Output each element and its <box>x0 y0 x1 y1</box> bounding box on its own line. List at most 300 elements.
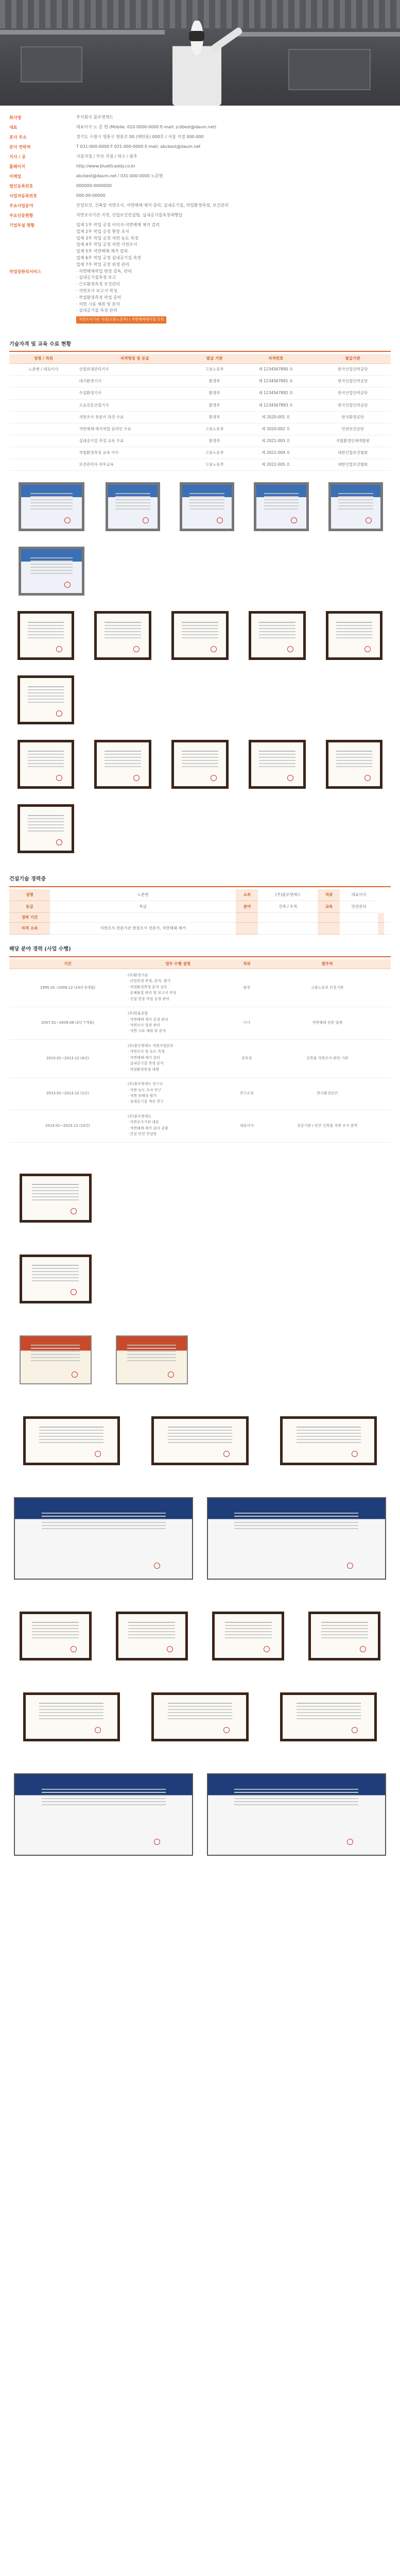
history-line: · 석면조사 현장 관리 <box>127 1023 160 1028</box>
table-cell: 제 2020-001 호 <box>237 411 315 423</box>
history-line: · 석면 시료 채취 및 분석 <box>127 1029 166 1033</box>
certificate-caption <box>86 791 160 800</box>
table-cell: 대한산업보건협회 <box>315 459 391 471</box>
certificate-card <box>9 1416 134 1477</box>
history-line: · 작업환경측정 대행 <box>127 1067 159 1072</box>
info-value-line: · 실내공기질 측정 관리 <box>76 308 117 313</box>
info-value-line: 업체 4부 작업 공정 석면 사전조사 <box>76 242 137 247</box>
history-line: (주)한울종합 <box>127 1011 148 1016</box>
table-cell: 안전관리 <box>340 901 377 912</box>
history-line: · 석면 농도 조사 연구 <box>127 1088 162 1092</box>
info-value <box>76 144 391 151</box>
certificate-caption <box>98 533 168 543</box>
table-cell <box>9 459 78 471</box>
table-cell: 제 2022-005 호 <box>237 459 315 471</box>
certificate-image <box>328 482 383 531</box>
footer-spacer <box>0 1867 400 1879</box>
cert-section-title: 기술자격 및 교육 수료 현황 <box>9 341 391 352</box>
certificate-card <box>240 740 314 800</box>
info-label: 작업장관리서비스 <box>9 269 41 274</box>
table-cell: 환경부 <box>192 411 237 423</box>
cert-table-header: 자격명칭 및 등급 <box>78 354 192 364</box>
certificate-caption <box>299 1663 391 1672</box>
info-value-line: · 작업환경측정 작업 준비 <box>76 295 121 300</box>
info-value-line: · 실내공기질측정 보고 <box>76 275 116 280</box>
info-label: 지사 / 공 <box>9 155 26 159</box>
certificate-card <box>9 611 82 671</box>
table-cell: 소속 <box>236 889 258 901</box>
history-role: 대표이사 <box>230 1110 264 1142</box>
table-cell: 제 1234567890 호 <box>237 364 315 376</box>
info-row <box>9 183 391 193</box>
info-label: 대표 <box>9 125 18 130</box>
certificate-card <box>9 1497 198 1591</box>
history-desc <box>126 969 230 1007</box>
certificate-image <box>94 740 151 789</box>
table-cell: 고용노동부 <box>192 447 237 459</box>
history-desc <box>126 1007 230 1040</box>
info-value <box>76 115 391 122</box>
history-line: (주)블루엣캐드 <box>127 1114 151 1118</box>
table-cell: 한국산업인력공단 <box>315 387 391 399</box>
table-cell: 제 1234567892 호 <box>237 387 315 399</box>
table-cell: 등급 <box>9 901 50 912</box>
history-period: 2014.01~2023.12 (10년) <box>9 1110 126 1142</box>
info-row <box>9 193 391 203</box>
certificate-image <box>19 482 84 531</box>
info-row <box>9 115 391 125</box>
certificate-image <box>20 1174 92 1223</box>
certificate-caption <box>9 1467 134 1477</box>
table-cell: 직위 <box>318 889 340 901</box>
history-header: 기간 <box>9 959 126 969</box>
table-cell: 노준현 / 대표이사 <box>9 364 78 376</box>
certificate-image <box>249 611 306 660</box>
certificate-card <box>321 482 391 543</box>
certificate-card <box>9 804 82 865</box>
certificate-caption <box>266 1743 391 1753</box>
history-line: (주)블루엣캐드 연구소 <box>127 1082 163 1087</box>
table-cell: 제 1234567893 호 <box>237 399 315 411</box>
certificate-card <box>266 1692 391 1753</box>
certificate-card <box>164 611 237 671</box>
info-value <box>76 183 391 190</box>
info-value-line: 석면조사기관 지정, 산업보건컨설팅, 실내공기질측정대행업 <box>76 213 182 217</box>
table-cell <box>378 913 385 923</box>
table-cell: 작업환경측정 교육 이수 <box>78 447 192 459</box>
cert-section <box>9 341 391 471</box>
table-cell: 한국산업인력공단 <box>315 364 391 376</box>
certificate-caption <box>9 1663 101 1672</box>
info-value-line: 업체 3부 작업 공정 석면 농도 측정 <box>76 235 138 241</box>
table-cell <box>9 423 78 435</box>
info-label: 주요사업분야 <box>9 204 33 208</box>
info-value-line: 업체 1부 작업 공정 이미지·석면해체 제거 감리 <box>76 223 160 227</box>
certificate-card <box>246 482 316 543</box>
table-row <box>9 364 391 376</box>
history-line: · 석면해체·제거 감리 총괄 <box>127 1126 168 1130</box>
info-value-line: 경기도 수원시 영통구 영통로 00 (매탄동) 000호 / 서울 지점 000-000 <box>76 134 204 139</box>
table-row <box>9 387 391 399</box>
certificate-caption <box>138 1467 263 1477</box>
table-cell <box>236 913 258 923</box>
certificate-caption <box>9 1225 101 1234</box>
history-client: 고용노동부 인증기관 <box>264 969 391 1007</box>
certificate-card <box>202 1773 391 1867</box>
info-label: 이메일 <box>9 174 22 179</box>
certificate-card <box>202 1612 294 1672</box>
certificate-caption <box>321 533 391 543</box>
table-row <box>9 435 391 447</box>
certificate-image <box>14 1773 193 1856</box>
pipe-shape <box>232 32 400 37</box>
history-table <box>9 959 391 1143</box>
certificate-caption <box>9 1386 101 1396</box>
info-value <box>76 125 391 131</box>
info-row <box>9 213 391 223</box>
history-line: · 석면 위해성 평가 <box>127 1093 157 1098</box>
build-section-title: 건설기술 경력증 <box>9 876 391 887</box>
certificate-card <box>164 740 237 800</box>
info-value-line: 서울지점 / 부산 지점 / 대구 / 광주 <box>76 154 137 159</box>
info-value-line: 000000-0000000 <box>76 183 112 188</box>
table-cell: 한국산업인력공단 <box>315 376 391 387</box>
info-label: 회사명 <box>9 115 22 120</box>
certificate-image <box>23 1416 120 1465</box>
table-row <box>9 1078 391 1110</box>
table-cell: 석면조사 전문기관 현장조사 전문가, 석면해체 제거 <box>50 923 236 935</box>
table-cell: 보건관리자 직무교육 <box>78 459 192 471</box>
table-cell: 고용노동부 <box>192 459 237 471</box>
history-line: · 실내공기질 측정 분석 <box>127 1061 164 1066</box>
info-label: 기업부설 현황 <box>9 223 35 228</box>
info-value-line: 주식회사 블루엣캐드 <box>76 115 114 120</box>
table-cell: 고용노동부 <box>192 364 237 376</box>
cert-badge: 석면조사기관 지정(고용노동부) / 석면해체제거업 등록 <box>76 316 166 323</box>
certificate-caption <box>240 791 314 800</box>
info-value-line: abcbest@daum.net / 031-000-0000 노준현 <box>76 174 163 178</box>
table-cell <box>340 913 377 923</box>
certificate-image <box>19 547 84 596</box>
certificate-image <box>280 1692 377 1741</box>
history-line: (주)환경기술 <box>127 973 148 977</box>
certificate-caption <box>9 855 82 865</box>
table-cell: 교육 <box>318 901 340 912</box>
table-cell: 제 2021-003 호 <box>237 435 315 447</box>
table-cell <box>258 913 318 923</box>
certificate-image <box>116 1612 188 1660</box>
table-cell: 소음진동산업기사 <box>78 399 192 411</box>
certificate-card <box>86 740 160 800</box>
table-cell: 실내공기질 측정 교육 수료 <box>78 435 192 447</box>
certificate-image <box>180 482 234 531</box>
certificate-caption <box>318 791 391 800</box>
table-cell <box>384 923 391 935</box>
table-cell: 노준현 <box>50 889 236 901</box>
cert-table-header: 자격번호 <box>237 354 315 364</box>
cert-table-header: 성명 / 직위 <box>9 354 78 364</box>
history-header: 발주처 <box>264 959 391 969</box>
certificate-image <box>212 1612 284 1660</box>
table-cell <box>50 913 236 923</box>
table-cell: 한국산업인력공단 <box>315 399 391 411</box>
table-cell: (주)블루엣캐드 <box>258 889 318 901</box>
info-row <box>9 144 391 154</box>
certificate-image <box>106 482 160 531</box>
history-desc <box>126 1110 230 1142</box>
info-value-line: 업체 7부 작업 공정 위생 관리 <box>76 262 129 267</box>
history-line: · 건설 안전 컨설팅 <box>127 1132 157 1137</box>
table-cell: 환경부 <box>192 399 237 411</box>
table-cell: 환경부 <box>192 435 237 447</box>
certificate-image <box>14 1497 193 1580</box>
history-client: 석면해체 전문 업체 <box>264 1007 391 1040</box>
build-table <box>9 889 391 935</box>
table-cell: 대기환경기사 <box>78 376 192 387</box>
cert-table-header: 발급기관 <box>315 354 391 364</box>
table-cell <box>378 923 385 935</box>
history-period: 2013.01~2013.12 (1년) <box>9 1078 126 1110</box>
table-cell: 국립환경인재개발원 <box>315 435 391 447</box>
certificate-card <box>9 1612 101 1672</box>
certificate-card <box>299 1612 391 1672</box>
info-value-line: http://www.bluettcaddy.co.kr <box>76 164 135 168</box>
table-cell: 산업위생관리기사 <box>78 364 192 376</box>
certificate-caption <box>9 726 82 736</box>
certificate-image <box>23 1692 120 1741</box>
table-row <box>9 376 391 387</box>
history-line: · 석면조사기관 대표 <box>127 1120 159 1125</box>
info-row <box>9 134 391 144</box>
table-cell <box>318 913 340 923</box>
certificate-image <box>207 1497 386 1580</box>
history-client: 공공기관 / 민간 건축물 석면 조사 용역 <box>264 1110 391 1142</box>
table-cell: 특급 <box>50 901 236 912</box>
certificate-card <box>172 482 242 543</box>
duct-shape <box>21 46 82 82</box>
history-client: 한국환경공단 <box>264 1078 391 1110</box>
certificate-caption <box>9 533 94 543</box>
info-value-line: · 석면해체작업 현장 감독, 관리 <box>76 268 132 274</box>
table-cell <box>9 411 78 423</box>
certificate-card <box>318 740 391 800</box>
history-header: 직위 <box>230 959 264 969</box>
table-cell: 대표이사 <box>340 889 377 901</box>
certificate-image <box>94 611 151 660</box>
history-desc <box>126 1078 230 1110</box>
table-cell: 환경부 <box>192 376 237 387</box>
info-value-line: · 석면조사 보고서 작성 <box>76 288 117 293</box>
table-cell: 성명 <box>9 889 50 901</box>
cert-images <box>9 482 391 865</box>
table-row <box>9 411 391 423</box>
cert-table-header: 발급 기관 <box>192 354 237 364</box>
certificate-image <box>116 1335 188 1384</box>
history-client: 건축물 석면조사 관련 기관 <box>264 1039 391 1077</box>
certificate-image <box>18 804 75 853</box>
certificate-caption <box>106 1663 198 1672</box>
table-cell: 석면해체·제거작업 감리인 수료 <box>78 423 192 435</box>
info-row <box>9 174 391 183</box>
certificate-caption <box>266 1467 391 1477</box>
table-cell: 안전보건공단 <box>315 423 391 435</box>
info-label: 주요인증현황 <box>9 213 33 218</box>
certificate-image <box>171 611 229 660</box>
history-line: · 건설 현장 작업 공정 관리 <box>127 996 169 1001</box>
history-line: · 산업위생 측정, 분석, 평가 <box>127 979 171 984</box>
table-cell: 제 2021-004 호 <box>237 447 315 459</box>
certificate-caption <box>164 791 237 800</box>
table-cell <box>9 435 78 447</box>
certificate-caption <box>246 533 316 543</box>
table-cell: 대한산업보건협회 <box>315 447 391 459</box>
certificate-card <box>86 611 160 671</box>
info-row <box>9 223 391 269</box>
table-row <box>9 889 391 901</box>
info-row <box>9 154 391 164</box>
certificate-card <box>106 1335 198 1396</box>
table-cell <box>236 923 258 935</box>
table-cell: 경력 기간 <box>9 913 50 923</box>
table-cell <box>258 923 318 935</box>
table-row <box>9 459 391 471</box>
certificate-card <box>9 547 94 607</box>
certificate-card <box>318 611 391 671</box>
certificate-card <box>9 740 82 800</box>
info-value <box>76 213 391 219</box>
table-cell: 제 1234567891 호 <box>237 376 315 387</box>
table-cell <box>9 447 78 459</box>
certificate-caption <box>318 662 391 671</box>
certificate-caption <box>9 598 94 607</box>
certificate-image <box>18 740 75 789</box>
history-line: · 석면조사 및 농도 측정 <box>127 1049 165 1054</box>
info-value-line: 업체 5부 석면해체·제거 감리 <box>76 249 128 254</box>
info-row <box>9 125 391 134</box>
certificate-caption <box>164 662 237 671</box>
info-value-line: 산업보건, 건축물 석면조사, 석면해체·제거 감리, 실내공기질, 작업환경측정, 보건관리 <box>76 203 229 208</box>
table-cell <box>9 376 78 387</box>
table-row <box>9 447 391 459</box>
info-value-line: 대표이사 노 준 현 (Mobile: 010-0000-0000 E-mail: jcdbest@daum.net) <box>76 125 217 129</box>
certificate-card <box>138 1416 263 1477</box>
info-value <box>76 174 391 180</box>
info-value <box>76 203 391 210</box>
certificate-image <box>249 740 306 789</box>
history-line: · 실내공기질 개선 연구 <box>127 1099 164 1104</box>
history-line: · 석면해체 제거 공정 관리 <box>127 1017 168 1022</box>
table-row <box>9 1007 391 1040</box>
table-row <box>9 399 391 411</box>
history-line: (주)블루엣캐드 석면사업본부 <box>127 1043 173 1048</box>
info-value-line: 업체 2부 작업 공정 현장 조사 <box>76 229 129 234</box>
certificate-caption <box>172 533 242 543</box>
certificate-caption <box>240 662 314 671</box>
history-role: 연구소장 <box>230 1078 264 1110</box>
table-cell: 환경부 <box>192 387 237 399</box>
history-desc <box>126 1039 230 1077</box>
table-cell: 자격 소속 <box>9 923 50 935</box>
table-cell: 분야 <box>236 901 258 912</box>
table-row <box>9 923 391 935</box>
history-line: · 유해물질 관리 및 보고서 작성 <box>127 991 177 995</box>
certificate-image <box>254 482 308 531</box>
table-row <box>9 913 391 923</box>
certificate-card <box>9 675 82 736</box>
certificate-image <box>207 1773 386 1856</box>
hero-banner-image <box>0 0 400 106</box>
certificate-caption <box>9 1582 198 1591</box>
info-label: 사업자등록번호 <box>9 194 38 198</box>
respirator-mask <box>189 31 204 41</box>
certificate-image <box>20 1335 92 1384</box>
table-cell: 수질환경기사 <box>78 387 192 399</box>
table-cell: 제 2020-002 호 <box>237 423 315 435</box>
info-label: 홈페이지 <box>9 164 25 169</box>
certificate-image <box>20 1612 92 1660</box>
history-line: · 작업환경측정 분석 실무 <box>127 985 167 989</box>
history-header: 업무 수행 설명 <box>126 959 230 969</box>
info-value <box>76 164 391 171</box>
info-label: 법인등록번호 <box>9 184 33 189</box>
certificate-card <box>9 1692 134 1753</box>
certificate-caption <box>138 1743 263 1753</box>
certificate-image <box>308 1612 380 1660</box>
table-cell <box>340 923 377 935</box>
build-section <box>9 876 391 935</box>
certificate-caption <box>202 1582 391 1591</box>
certificate-image <box>326 611 383 660</box>
certificate-caption <box>9 791 82 800</box>
pipe-shape <box>0 30 165 35</box>
certificate-card <box>106 1612 198 1672</box>
certificate-image <box>326 740 383 789</box>
info-label: 본사 연락처 <box>9 145 31 149</box>
table-row <box>9 969 391 1007</box>
cert-table <box>9 354 391 471</box>
certificate-card <box>98 482 168 543</box>
certificate-image <box>171 740 229 789</box>
certificate-caption <box>86 662 160 671</box>
certificate-caption <box>202 1858 391 1867</box>
certificate-caption <box>202 1663 294 1672</box>
certificate-card <box>9 1174 101 1234</box>
history-period: 2007.01~2009.08 (2년 7개월) <box>9 1007 126 1040</box>
info-value <box>76 193 391 200</box>
info-value-line: · 근로환경측정 보건관리 <box>76 282 120 287</box>
certificate-card <box>9 1255 101 1315</box>
table-cell <box>318 923 340 935</box>
certificate-card <box>202 1497 391 1591</box>
info-value <box>76 134 391 141</box>
certificate-caption <box>9 1306 101 1315</box>
duct-shape <box>288 49 371 90</box>
table-cell: 석면조사 전문가 과정 수료 <box>78 411 192 423</box>
info-value <box>76 269 391 325</box>
certificate-caption <box>9 662 82 671</box>
info-label: 본사 주소 <box>9 135 27 140</box>
certificate-image <box>20 1255 92 1303</box>
table-row <box>9 423 391 435</box>
info-value <box>76 223 391 269</box>
table-cell <box>9 399 78 411</box>
table-cell: 한국환경공단 <box>315 411 391 423</box>
info-value <box>76 154 391 161</box>
certificate-image <box>280 1416 377 1465</box>
certificate-caption <box>106 1386 198 1396</box>
history-period: 2010.01~2013.12 (4년) <box>9 1039 126 1077</box>
certificate-card <box>9 482 94 543</box>
